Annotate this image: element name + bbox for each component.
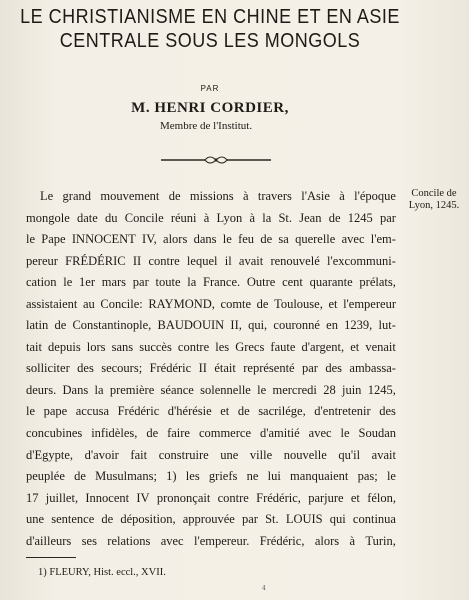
title-line-1: LE CHRISTIANISME EN CHINE ET EN ASIE	[20, 4, 400, 28]
word: d'hérésie	[167, 404, 212, 419]
word: concubines	[26, 426, 83, 441]
word: des	[77, 361, 94, 376]
word: d'ailleurs	[26, 533, 72, 548]
word: et	[220, 404, 230, 419]
word: 17	[26, 490, 39, 505]
word: alors	[314, 533, 340, 548]
word: avec	[341, 232, 365, 247]
word: qui	[329, 512, 346, 527]
word: mongole	[26, 210, 70, 225]
word: tait	[26, 339, 42, 354]
author-name: M. HENRI CORDIER,	[131, 100, 289, 116]
word: venait	[365, 339, 396, 354]
word: France.	[203, 275, 241, 290]
word: sans	[111, 339, 134, 354]
word: toute	[155, 275, 181, 290]
word: de	[328, 210, 341, 225]
word: latin	[26, 318, 49, 333]
word: IV	[136, 490, 150, 505]
word: une	[26, 512, 45, 527]
body-line	[26, 509, 396, 531]
body-line	[26, 401, 396, 423]
word: félon,	[367, 490, 396, 505]
word: contre	[148, 253, 180, 268]
word: INNOCENT	[71, 232, 136, 247]
word: mercredi	[272, 382, 317, 397]
word: mars	[101, 275, 127, 290]
word: IV,	[142, 232, 157, 247]
word: deurs.	[26, 382, 57, 397]
word: à	[349, 533, 356, 548]
word: de	[260, 232, 273, 247]
word: Frédéric	[117, 404, 160, 419]
word: Turin,	[365, 533, 396, 548]
word: l'excommuni-	[327, 253, 396, 268]
word: sentence	[51, 512, 95, 527]
word: Constantinople,	[72, 318, 152, 333]
word: l'époque	[354, 189, 396, 203]
word: grand	[62, 189, 91, 203]
word: Pape	[41, 232, 66, 247]
body-line	[26, 208, 396, 230]
word: lui	[267, 469, 281, 484]
word: nouvelle	[283, 447, 327, 462]
word: première	[109, 382, 155, 397]
word: le	[26, 404, 36, 419]
word: Frédéric,	[256, 490, 301, 505]
word: par	[241, 512, 258, 527]
word: fait	[130, 447, 148, 462]
body-line	[26, 315, 396, 337]
word: les	[215, 339, 230, 354]
body-line	[26, 445, 396, 467]
body-line	[26, 423, 396, 445]
word: qui,	[248, 318, 268, 333]
word: accusa	[75, 404, 110, 419]
word: de	[74, 469, 86, 484]
word: II	[198, 361, 207, 376]
word: 1245,	[367, 382, 396, 397]
word: manquaient	[290, 469, 349, 484]
word: par	[132, 275, 149, 290]
word: et	[350, 339, 360, 354]
word: le	[340, 426, 350, 441]
word: séance	[160, 382, 194, 397]
body-line	[26, 272, 396, 294]
body-paragraph	[26, 186, 396, 552]
word: Lyon	[216, 210, 243, 225]
word: ambassa-	[349, 361, 396, 376]
page-mark: 4	[262, 585, 266, 592]
word: solliciter	[26, 361, 70, 376]
word: continua	[352, 512, 396, 527]
word: l'empereur.	[193, 533, 250, 548]
word: était	[214, 361, 236, 376]
word: assistaient	[26, 296, 78, 311]
word: l'empereur	[343, 296, 396, 311]
margin-note	[402, 188, 466, 212]
word: d'avoir	[84, 447, 119, 462]
word: alors	[163, 232, 188, 247]
word: à	[242, 189, 249, 203]
word: querelle	[295, 232, 336, 247]
body-line	[26, 186, 396, 208]
word: renouvelé	[270, 253, 320, 268]
word: 1239,	[344, 318, 373, 333]
word: BAUDOUIN	[157, 318, 225, 333]
word: contre	[217, 490, 249, 505]
word: le	[26, 232, 36, 247]
word: couronné	[273, 318, 320, 333]
word: ne	[246, 469, 259, 484]
word: 1)	[166, 469, 177, 484]
word: par	[379, 210, 396, 225]
word: Musulmans;	[95, 469, 157, 484]
word: Toulouse,	[274, 296, 323, 311]
word: pape	[43, 404, 68, 419]
word: l'Asie	[301, 189, 330, 203]
word: des	[325, 361, 343, 376]
word: cent	[282, 275, 303, 290]
body-line	[26, 358, 396, 380]
word: griefs	[208, 469, 238, 484]
word: déposition,	[120, 512, 176, 527]
word: et	[328, 296, 338, 311]
word: St.	[278, 210, 293, 225]
word: juillet,	[45, 490, 79, 505]
by-label: PAR	[200, 84, 220, 93]
word: dans	[193, 232, 217, 247]
word: d'entretenir	[314, 404, 371, 419]
word: du	[105, 210, 118, 225]
body-line	[26, 294, 396, 316]
word: en	[326, 318, 338, 333]
body-line	[26, 337, 396, 359]
word: ville	[249, 447, 273, 462]
word: à	[249, 210, 256, 225]
word: FRÉDÉRIC	[65, 253, 126, 268]
word: de	[146, 426, 159, 441]
ornament-divider-icon	[161, 153, 271, 167]
word: ses	[81, 533, 97, 548]
word: Innocent	[85, 490, 130, 505]
footnote: 1) FLEURY, Hist. eccl., XVII.	[38, 567, 166, 578]
word: avait	[371, 447, 396, 462]
body-line	[26, 229, 396, 251]
word: LOUIS	[285, 512, 323, 527]
word: infidèles,	[91, 426, 138, 441]
word: Dans	[62, 382, 89, 397]
word: Le	[40, 189, 54, 203]
word: Concile	[124, 210, 164, 225]
footnote-rule	[26, 557, 76, 558]
word: date	[76, 210, 98, 225]
word: à	[339, 189, 345, 203]
word: qu'il	[338, 447, 361, 462]
word: parjure	[308, 490, 344, 505]
word: de	[168, 189, 181, 203]
word: le	[63, 275, 73, 290]
word: Outre	[246, 275, 276, 290]
word: le	[257, 382, 267, 397]
word: Frédéric	[149, 361, 192, 376]
body-line	[26, 251, 396, 273]
margin-note-line: Lyon, 1245.	[408, 200, 460, 211]
margin-note-line: Concile de	[411, 188, 457, 199]
title-line-2: CENTRALE SOUS LES MONGOLS	[59, 28, 361, 52]
word: avec	[308, 426, 332, 441]
word: sacrilége,	[258, 404, 306, 419]
word: Concile:	[100, 296, 143, 311]
word: solennelle	[200, 382, 251, 397]
word: feu	[238, 232, 255, 247]
word: II	[132, 253, 142, 268]
word: Grecs	[235, 339, 265, 354]
word: à	[203, 210, 210, 225]
word: lors	[86, 339, 106, 354]
word: cation	[26, 275, 57, 290]
word: II,	[230, 318, 242, 333]
word: Frédéric,	[259, 533, 305, 548]
word: la	[94, 382, 104, 397]
word: faire	[167, 426, 190, 441]
word: l'em-	[370, 232, 396, 247]
word: et	[350, 490, 360, 505]
word: au	[82, 296, 95, 311]
word: peuplée	[26, 469, 65, 484]
word: la	[262, 210, 272, 225]
word: comte	[220, 296, 252, 311]
word: lequel	[186, 253, 218, 268]
word: avait	[238, 253, 264, 268]
word: lut-	[378, 318, 396, 333]
body-line	[26, 531, 396, 553]
word: d'amitié	[259, 426, 300, 441]
word: juin	[341, 382, 362, 397]
word: avec	[160, 533, 184, 548]
body-line	[26, 466, 396, 488]
author-affiliation: Membre de l'Institut.	[160, 120, 253, 132]
word: succès	[139, 339, 172, 354]
word: Jean	[299, 210, 322, 225]
body-line	[26, 380, 396, 402]
word: le	[222, 232, 232, 247]
word: une	[220, 447, 239, 462]
word: relations	[107, 533, 151, 548]
word: des	[379, 404, 396, 419]
word: secours;	[101, 361, 143, 376]
word: sa	[278, 232, 289, 247]
word: d'argent,	[301, 339, 345, 354]
word: les	[185, 469, 200, 484]
word: pas;	[357, 469, 378, 484]
word: missions	[189, 189, 234, 203]
word: le	[386, 469, 396, 484]
word: réuni	[170, 210, 197, 225]
word: il	[224, 253, 232, 268]
word: mouvement	[100, 189, 160, 203]
word: contre	[177, 339, 210, 354]
word: RAYMOND,	[148, 296, 215, 311]
word: pereur	[26, 253, 58, 268]
word: 1245	[347, 210, 373, 225]
word: travers	[257, 189, 292, 203]
word: par	[301, 361, 318, 376]
word: faute	[270, 339, 296, 354]
word: de	[101, 512, 114, 527]
word: 28	[323, 382, 336, 397]
word: de	[237, 404, 250, 419]
body-line	[26, 488, 396, 510]
word: de	[54, 318, 67, 333]
word: de	[256, 296, 269, 311]
word: depuis	[48, 339, 81, 354]
word: 1er	[79, 275, 96, 290]
word: Soudan	[358, 426, 396, 441]
word: représenté	[243, 361, 295, 376]
word: approuvée	[182, 512, 235, 527]
word: St.	[265, 512, 279, 527]
word: commerce	[198, 426, 251, 441]
word: d'Egypte,	[26, 447, 74, 462]
word: la	[187, 275, 197, 290]
word: prononçait	[156, 490, 211, 505]
word: prélats,	[359, 275, 396, 290]
word: quarante	[309, 275, 353, 290]
word: construire	[158, 447, 209, 462]
